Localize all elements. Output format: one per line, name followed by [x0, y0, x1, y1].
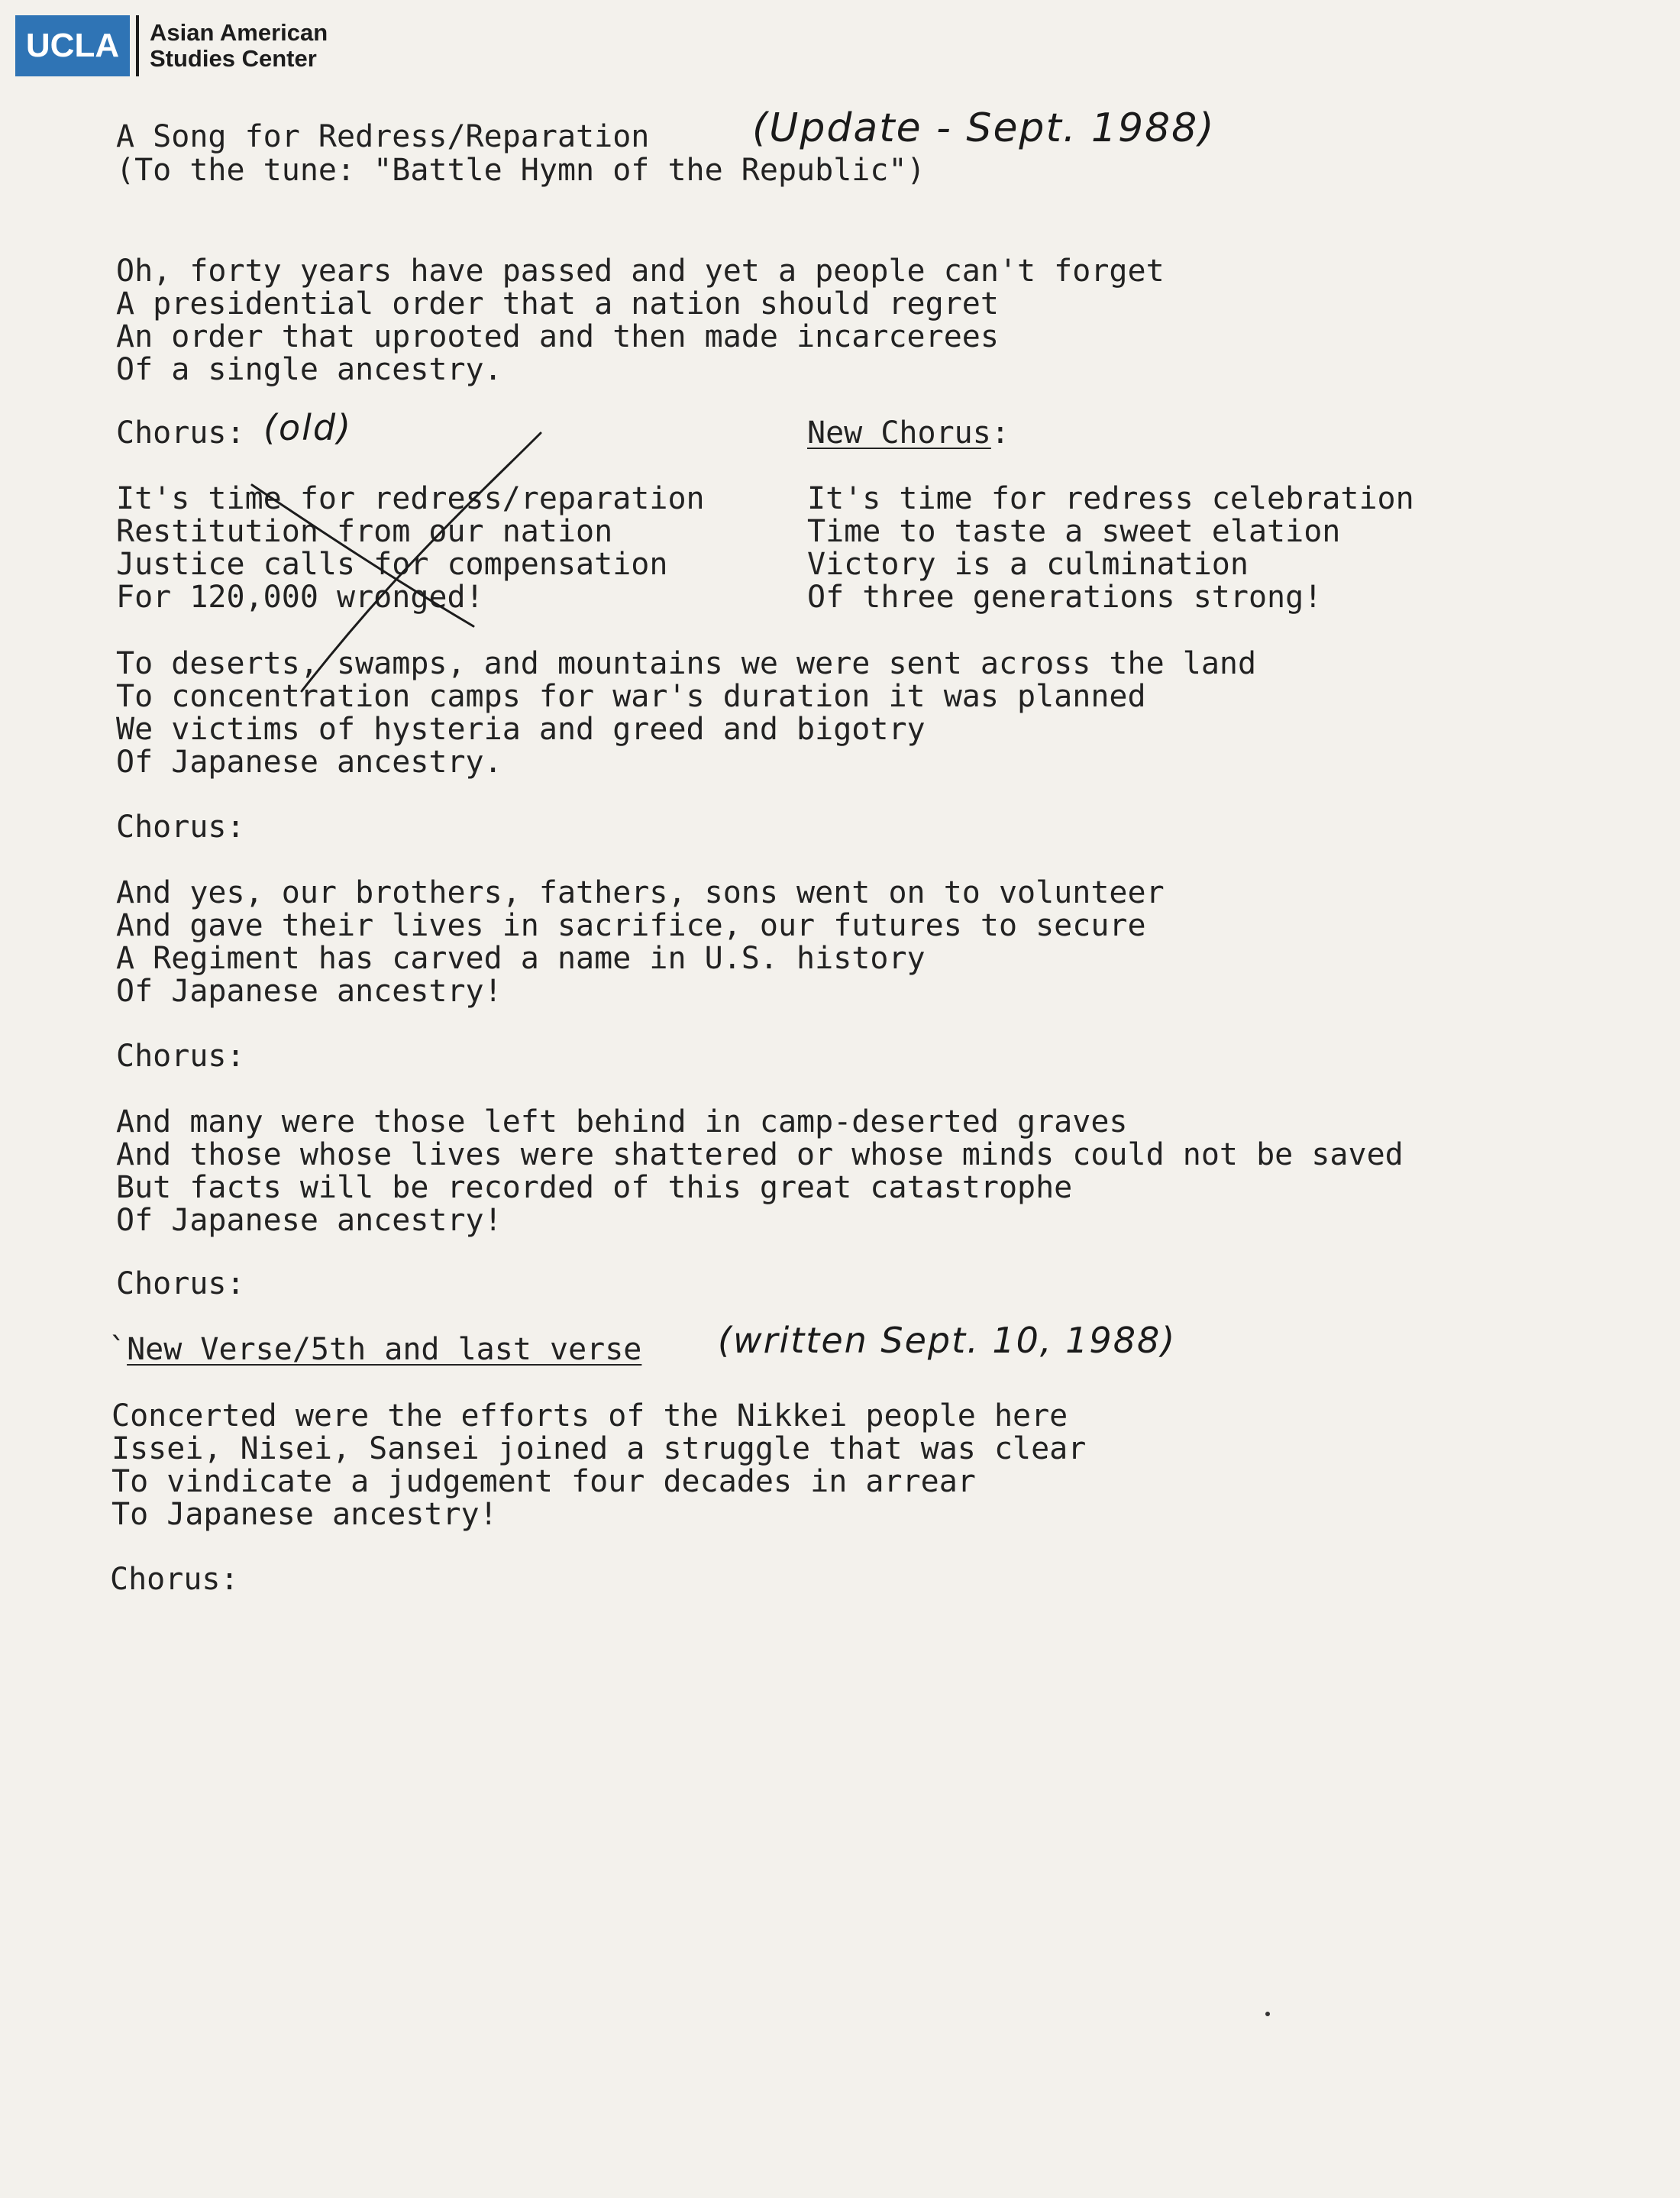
chorus-line: Of three generations strong!	[807, 580, 1323, 615]
chorus-line: Time to taste a sweet elation	[807, 514, 1341, 549]
handwritten-written-note: (written Sept. 10, 1988)	[718, 1320, 1177, 1361]
verse-line: A presidential order that a nation should regret	[116, 286, 999, 322]
verse-line: Of a single ancestry.	[116, 352, 502, 387]
verse-line: But facts will be recorded of this great catastrophe	[116, 1170, 1073, 1205]
song-subtitle: (To the tune: "Battle Hymn of the Republic")	[116, 153, 926, 188]
verse-line: To vindicate a judgement four decades in arrear	[111, 1464, 976, 1499]
ucla-aasc-logo	[15, 15, 328, 76]
verse-2	[116, 648, 1256, 779]
verse-line: Of Japanese ancestry!	[116, 1203, 502, 1238]
handwritten-old-note: (old)	[263, 407, 353, 448]
verse-4	[116, 1106, 1404, 1237]
chorus-old-label: Chorus:	[116, 415, 245, 451]
verse-line: Oh, forty years have passed and yet a people can't forget	[116, 254, 1165, 289]
new-verse-label: New Verse/5th and last verse	[127, 1332, 642, 1367]
verse-line: A Regiment has carved a name in U.S. history	[116, 941, 926, 976]
verse-line: Of Japanese ancestry.	[116, 745, 502, 780]
chorus-line: Restitution from our nation	[116, 514, 613, 549]
verse-5	[111, 1400, 1086, 1531]
verse-1	[116, 255, 1165, 386]
verse-line: Concerted were the efforts of the Nikkei people here	[111, 1398, 1068, 1434]
chorus-line: It's time for redress celebration	[807, 481, 1414, 516]
verse-line: And gave their lives in sacrifice, our futures to secure	[116, 908, 1146, 943]
verse-line: Issei, Nisei, Sansei joined a struggle that was clear	[111, 1431, 1087, 1466]
chorus-label: Chorus:	[110, 1562, 239, 1597]
logo-divider	[136, 15, 139, 76]
song-title: A Song for Redress/Reparation	[116, 119, 650, 154]
paper-speck	[1265, 2012, 1270, 2016]
verse-line: Of Japanese ancestry!	[116, 974, 502, 1009]
verse-3	[116, 877, 1165, 1008]
verse-line: To concentration camps for war's duration it was planned	[116, 679, 1146, 714]
chorus-label: Chorus:	[116, 810, 245, 845]
verse-line: And yes, our brothers, fathers, sons went on to volunteer	[116, 875, 1165, 910]
logo-text	[150, 20, 328, 72]
chorus-line: It's time for redress/reparation	[116, 481, 705, 516]
verse-line: We victims of hysteria and greed and bigotry	[116, 712, 926, 747]
chorus-new-lines	[807, 483, 1414, 614]
verse-line: To deserts, swamps, and mountains we were sent across the land	[116, 646, 1257, 681]
verse-line: To Japanese ancestry!	[111, 1497, 498, 1532]
logo-line-2: Studies Center	[150, 45, 317, 72]
new-verse-tick: `	[108, 1332, 128, 1367]
ucla-logo-mark: UCLA	[15, 15, 130, 76]
verse-line: And those whose lives were shattered or whose minds could not be saved	[116, 1137, 1404, 1172]
chorus-line: For 120,000 wronged!	[116, 580, 484, 615]
chorus-label: Chorus:	[116, 1266, 245, 1301]
handwritten-update-note: (Update - Sept. 1988)	[752, 105, 1216, 151]
new-verse-heading	[108, 1333, 641, 1366]
chorus-new-heading	[807, 417, 1010, 450]
logo-line-1: Asian American	[150, 19, 328, 46]
chorus-line: Victory is a culmination	[807, 547, 1249, 582]
chorus-label: Chorus:	[116, 1039, 245, 1074]
chorus-new-colon: :	[990, 415, 1010, 451]
chorus-new-label: New Chorus	[807, 415, 991, 451]
verse-line: An order that uprooted and then made incarcerees	[116, 319, 999, 354]
verse-line: And many were those left behind in camp-deserted graves	[116, 1104, 1128, 1139]
chorus-line: Justice calls for compensation	[116, 547, 668, 582]
